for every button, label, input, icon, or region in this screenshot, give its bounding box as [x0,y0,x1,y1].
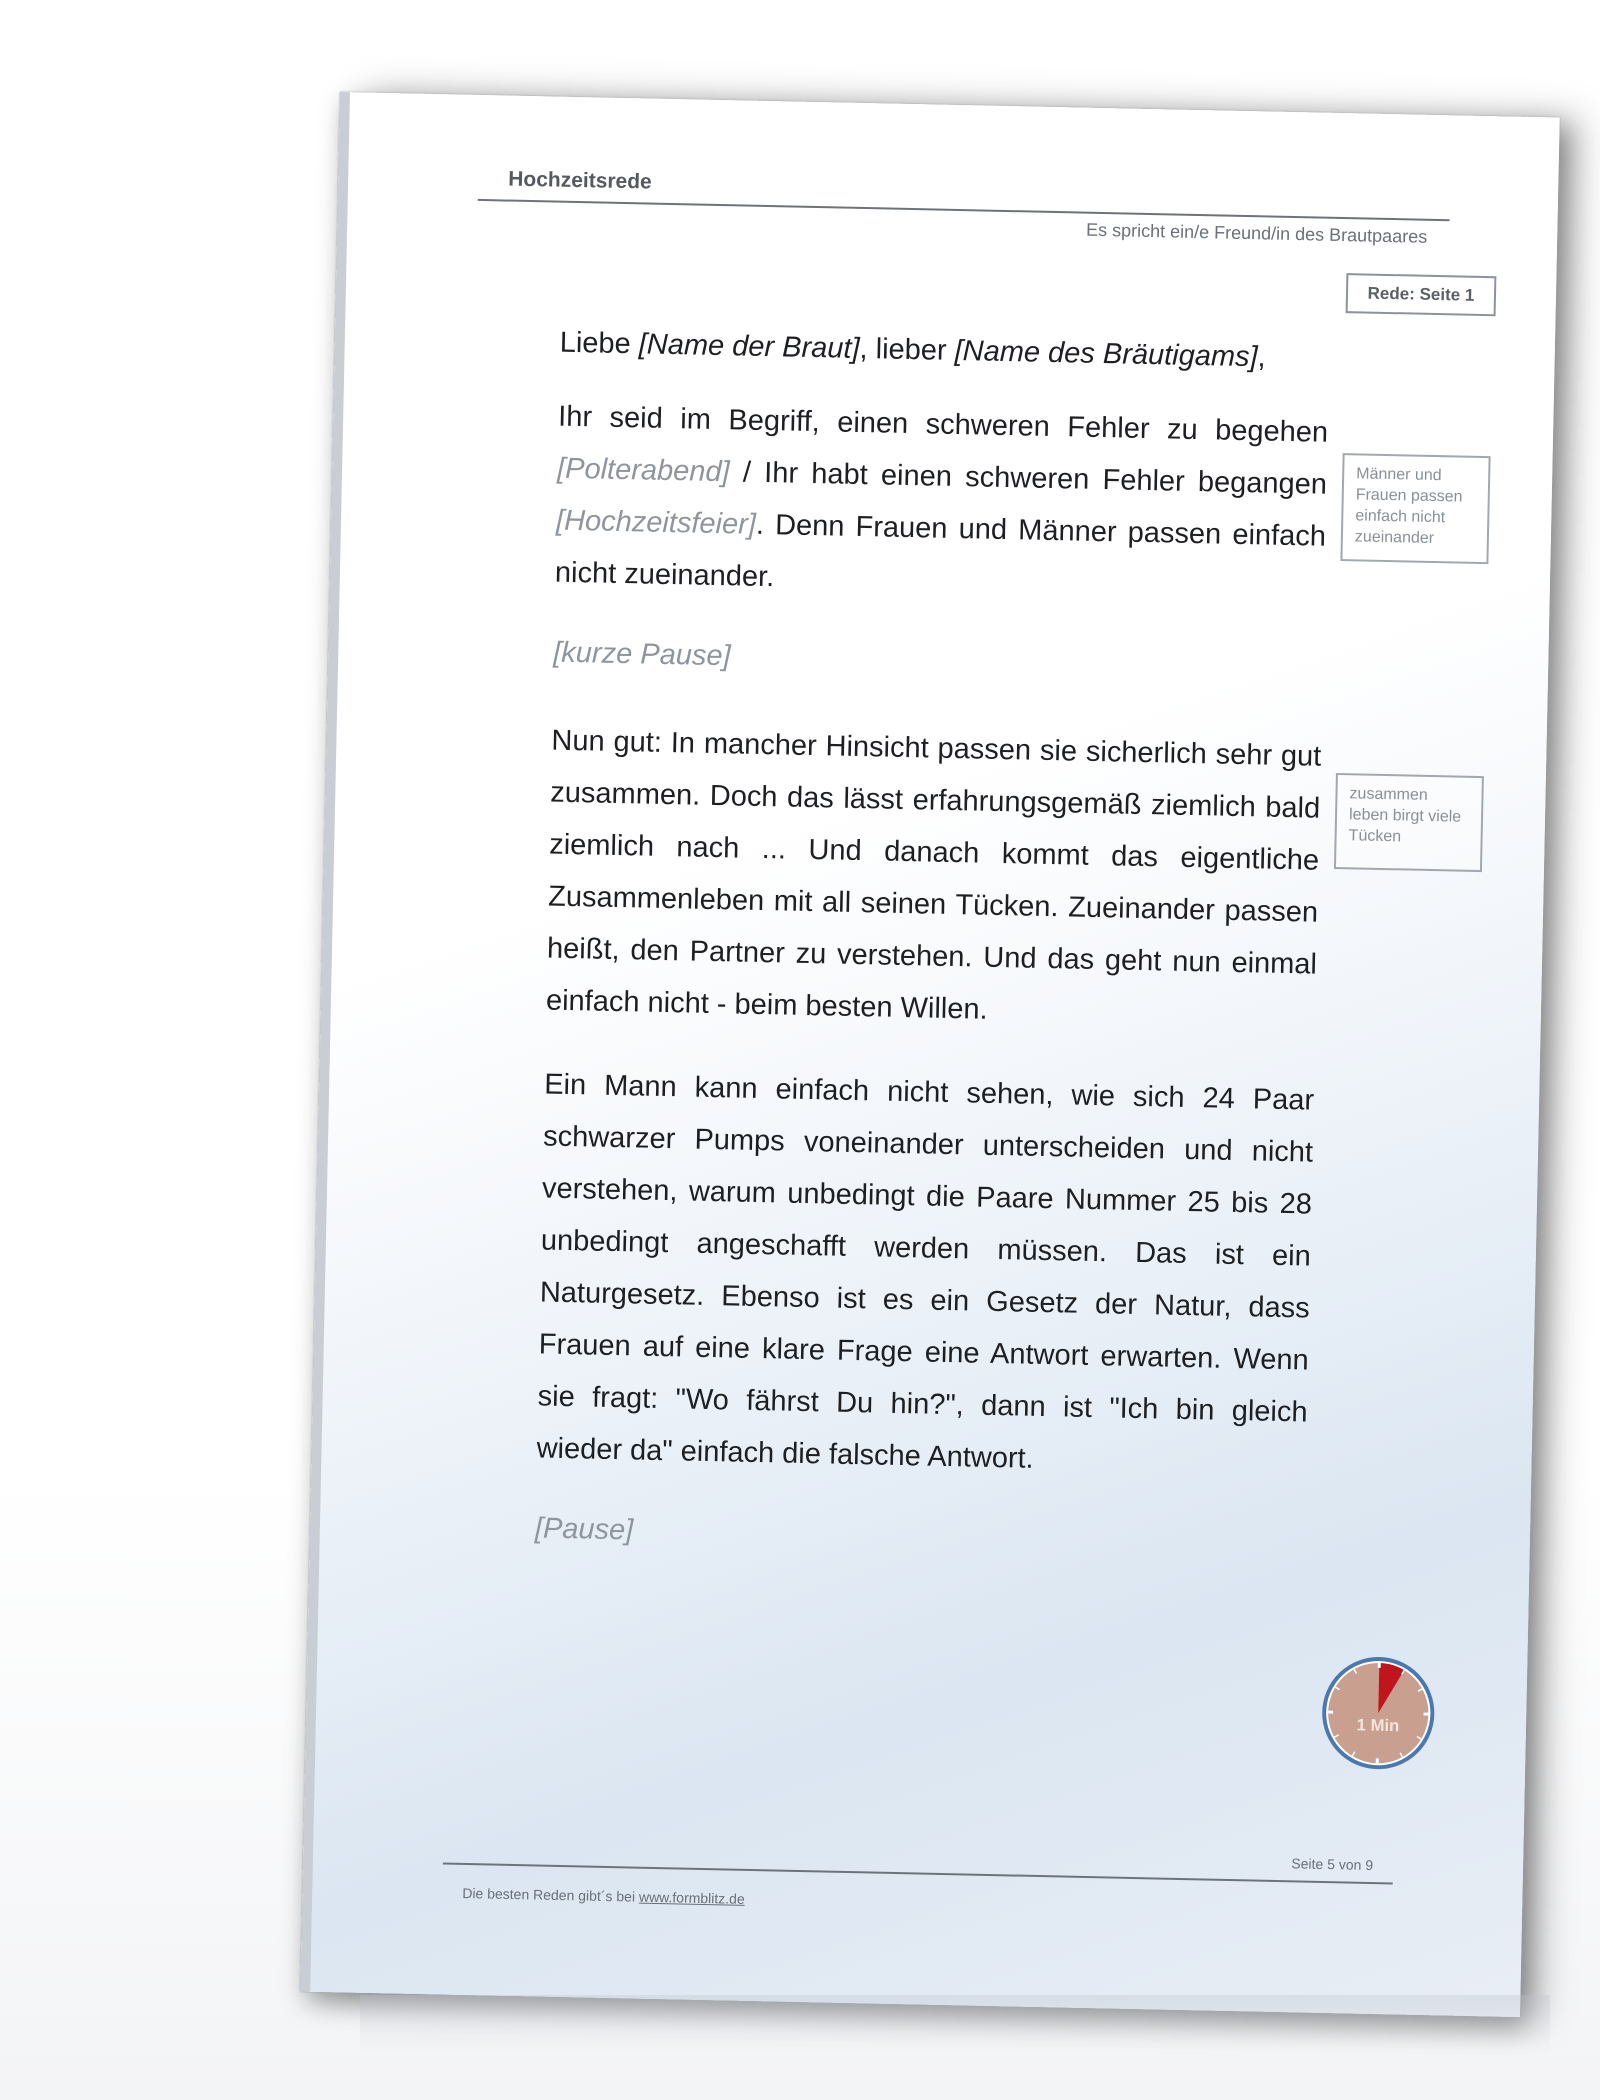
greeting-text: , lieber [859,332,956,367]
greeting-text: Liebe [559,326,640,361]
page-reflection [360,1995,1550,2055]
margin-note-1: Männer und Frauen passen einfach nicht zueinander [1340,453,1490,564]
page-number: Seite 5 von 9 [1291,1855,1374,1874]
document-page [300,92,1560,2017]
footer-text: Die besten Reden gibt´s bei [462,1884,640,1905]
timer-label: 1 Min [1356,1715,1400,1736]
greeting-paragraph [559,319,1330,383]
timer-icon [1318,1653,1438,1773]
footer-link[interactable]: www.formblitz.de [638,1888,745,1907]
body-paragraph-2: Ein Mann kann einfach nicht sehen, wie sich 24 Paar schwarzer Pumps voneinander unterscheiden und nicht verstehen, warum unbedingt die Paare Nummer 25 bis 28 unbedingt angeschafft werden müssen. Das ist ein Naturgesetz. Ebenso ist es ein Gesetz der Natur, dass Frauen auf eine klare Frage eine Antwort erwarten. Wenn sie fragt: "Wo fährst Du hin?", dann ist "Ich bin gleich wieder da" einfach die falsche Antwort. [536,1068,1315,1475]
greeting-text: , [1257,341,1267,374]
intro-text: . Denn Frauen und Männer passen einfach nicht zueinander. [554,508,1327,594]
document-title: Hochzeitsrede [507,167,652,194]
header-divider [478,199,1450,221]
body-paragraph-1: Nun gut: In mancher Hinsicht passen sie sicherlich sehr gut zusammen. Doch das lässt erfahrungsgemäß ziemlich bald ziemlich nach ... Und danach kommt das eigentliche Zusammenleben mit all seinen Tücken. Zueinander passen heißt, den Partner zu verstehen. Und das geht nun einmal einfach nicht - beim besten Willen. [545,724,1322,1026]
bride-name-placeholder: [Name der Braut] [638,328,860,365]
stage-direction-short-pause: [kurze Pause] [552,636,731,673]
hochzeitsfeier-placeholder: [Hochzeitsfeier] [555,504,757,541]
intro-text: Ihr seid im Begriff, einen schweren Fehler zu begehen [557,400,1329,449]
intro-text: / Ihr habt einen schweren Fehler begangen [729,456,1328,501]
speech-page-badge: Rede: Seite 1 [1346,273,1497,316]
intro-paragraph [554,391,1328,615]
footer-divider [443,1863,1393,1885]
polterabend-placeholder: [Polterabend] [556,452,730,489]
stage-direction-pause: [Pause] [534,1512,634,1547]
document-subtitle: Es spricht ein/e Freund/in des Brautpaares [1085,219,1428,247]
margin-note-2: zusammen leben birgt viele Tücken [1334,773,1484,872]
speech-body [534,319,1330,1607]
footer-note [462,1885,745,1907]
groom-name-placeholder: [Name des Bräutigams] [954,334,1258,374]
